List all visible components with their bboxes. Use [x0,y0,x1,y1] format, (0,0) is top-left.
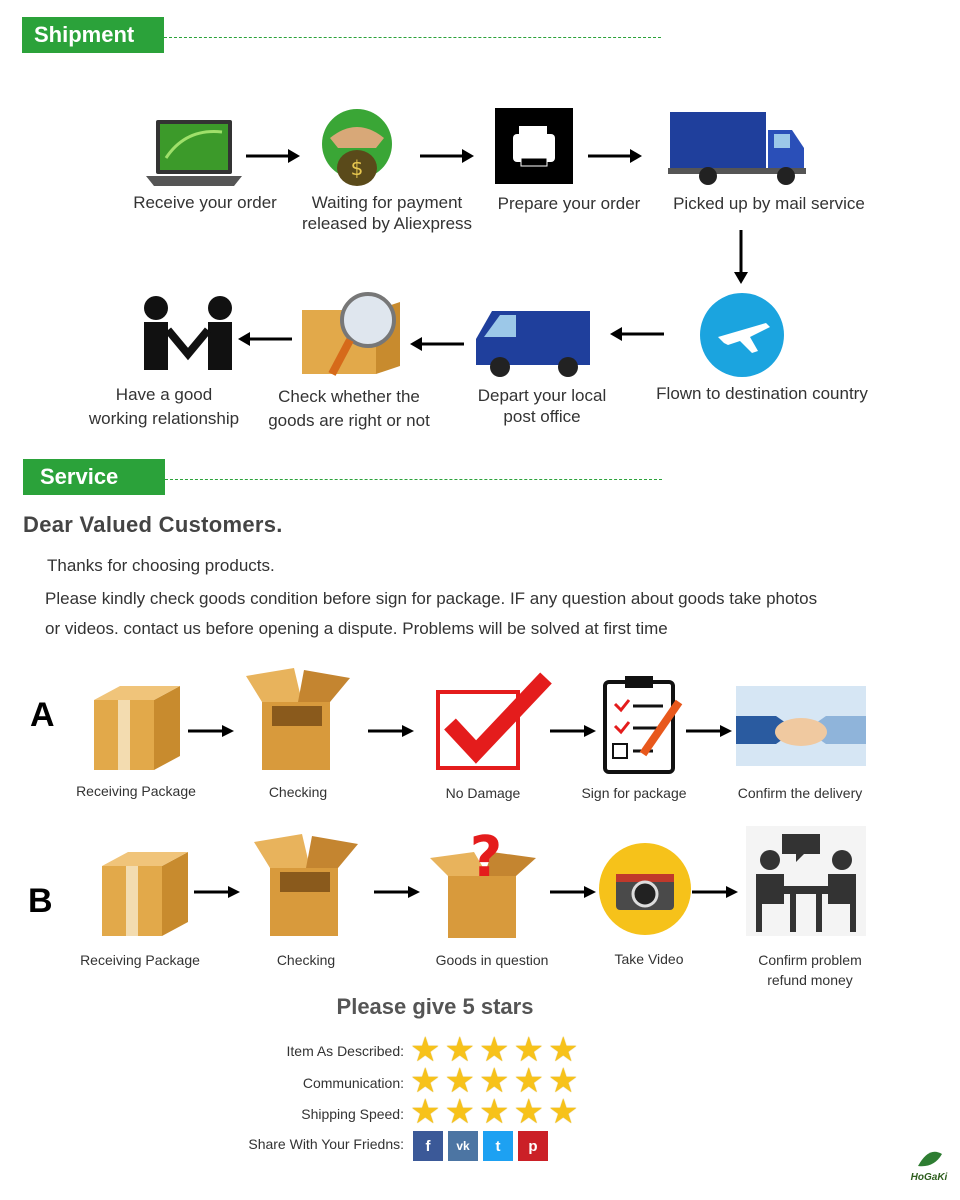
star-icon[interactable]: ★ [547,1093,579,1131]
arrow-right-icon [692,885,738,899]
flow-b-letter: B [28,882,53,920]
meeting-icon [746,826,866,936]
flow-b-step-3: Goods in question [435,952,549,968]
pinterest-icon[interactable]: p [518,1131,548,1161]
star-icon[interactable]: ★ [478,1093,510,1131]
flow-b-step-4: Take Video [614,951,684,967]
notice-line-1: Please kindly check goods condition before sign for package. IF any question about goods take photos [45,589,818,608]
step-waiting-payment: Waiting for payment released by Aliexpress [301,193,473,233]
box-magnifier-icon [296,290,408,380]
star-icon[interactable]: ★ [547,1062,579,1100]
rating-title: Please give 5 stars [336,994,534,1019]
flow-a-letter: A [30,696,55,734]
handshake-icon [736,686,866,766]
arrow-left-icon [610,326,664,342]
twitter-icon[interactable]: t [483,1131,513,1161]
flow-a-step-3: No Damage [445,785,521,801]
star-icon[interactable]: ★ [410,1062,441,1100]
arrow-right-icon [588,148,642,164]
arrow-right-icon [686,724,732,738]
flow-b-step-1: Receiving Package [80,952,200,968]
star-icon[interactable]: ★ [513,1093,544,1131]
star-rating-shipping[interactable] [410,1093,579,1131]
shipment-header: Shipment [22,17,164,53]
service-divider [165,479,662,480]
step-picked-up: Picked up by mail service [673,194,865,213]
camera-icon [598,842,692,936]
truck-icon [668,108,808,186]
plane-icon [700,293,784,377]
svg-text:?: ? [469,825,503,890]
van-icon [472,305,596,379]
flow-a-step-5: Confirm the delivery [737,785,863,801]
arrow-right-icon [550,885,596,899]
star-icon[interactable]: ★ [410,1093,441,1131]
arrow-right-icon [368,724,414,738]
flow-b-step-2: Checking [276,952,336,968]
logo-text: HoGaKi [910,1172,948,1183]
step-receive-order: Receive your order [133,193,277,212]
rating-label-item: Item As Described: [286,1043,404,1059]
arrow-down-icon [733,230,749,284]
vk-icon[interactable]: vk [448,1131,478,1161]
facebook-icon[interactable]: f [413,1131,443,1161]
package-icon [100,838,190,938]
printer-icon [495,108,573,184]
notice-line-2: or videos. contact us before opening a dispute. Problems will be solved at first time [45,619,668,638]
arrow-right-icon [550,724,596,738]
arrow-right-icon [374,885,420,899]
arrow-right-icon [246,148,300,164]
clipboard-icon [603,674,683,774]
step-good-relationship: Have a good working relationship [88,385,240,428]
rating-label-shipping: Shipping Speed: [301,1106,404,1122]
social-share-bar [413,1131,548,1161]
star-icon[interactable]: ★ [513,1062,544,1100]
checkmark-icon [436,672,552,772]
money-bag-icon [320,108,394,188]
flow-b-step-5: Confirm problem refund money [758,952,862,988]
thanks-text: Thanks for choosing products. [47,556,275,575]
svg-text:$: $ [350,156,364,180]
star-icon[interactable]: ★ [444,1031,475,1069]
step-check-goods: Check whether the goods are right or not [268,387,430,430]
arrow-left-icon [410,336,464,352]
step-prepare-order: Prepare your order [497,194,641,213]
open-box-icon [250,832,362,938]
arrow-right-icon [188,724,234,738]
star-icon[interactable]: ★ [444,1062,475,1100]
brand-logo [902,1148,956,1188]
laptop-icon [146,118,242,188]
arrow-right-icon [194,885,240,899]
star-icon[interactable]: ★ [547,1031,579,1069]
arrow-left-icon [238,331,292,347]
star-icon[interactable]: ★ [478,1062,510,1100]
greeting: Dear Valued Customers. [23,512,283,537]
rating-label-communication: Communication: [302,1075,404,1091]
flow-a-step-2: Checking [268,784,328,800]
share-label: Share With Your Friedns: [248,1136,404,1152]
shipment-divider [164,37,661,38]
handshake-people-icon [138,294,238,372]
flow-a-step-4: Sign for package [581,785,687,801]
service-header: Service [23,459,165,495]
package-icon [92,672,182,772]
star-icon[interactable]: ★ [410,1031,441,1069]
star-icon[interactable]: ★ [513,1031,544,1069]
star-icon[interactable]: ★ [478,1031,510,1069]
arrow-right-icon [420,148,474,164]
leaf-logo-icon [914,1148,944,1168]
flow-a-step-1: Receiving Package [76,783,196,799]
star-icon[interactable]: ★ [444,1093,475,1131]
step-flown: Flown to destination country [656,384,868,403]
question-box-icon [428,822,542,940]
open-box-icon [242,666,354,772]
step-depart-post-office: Depart your local post office [477,386,607,426]
